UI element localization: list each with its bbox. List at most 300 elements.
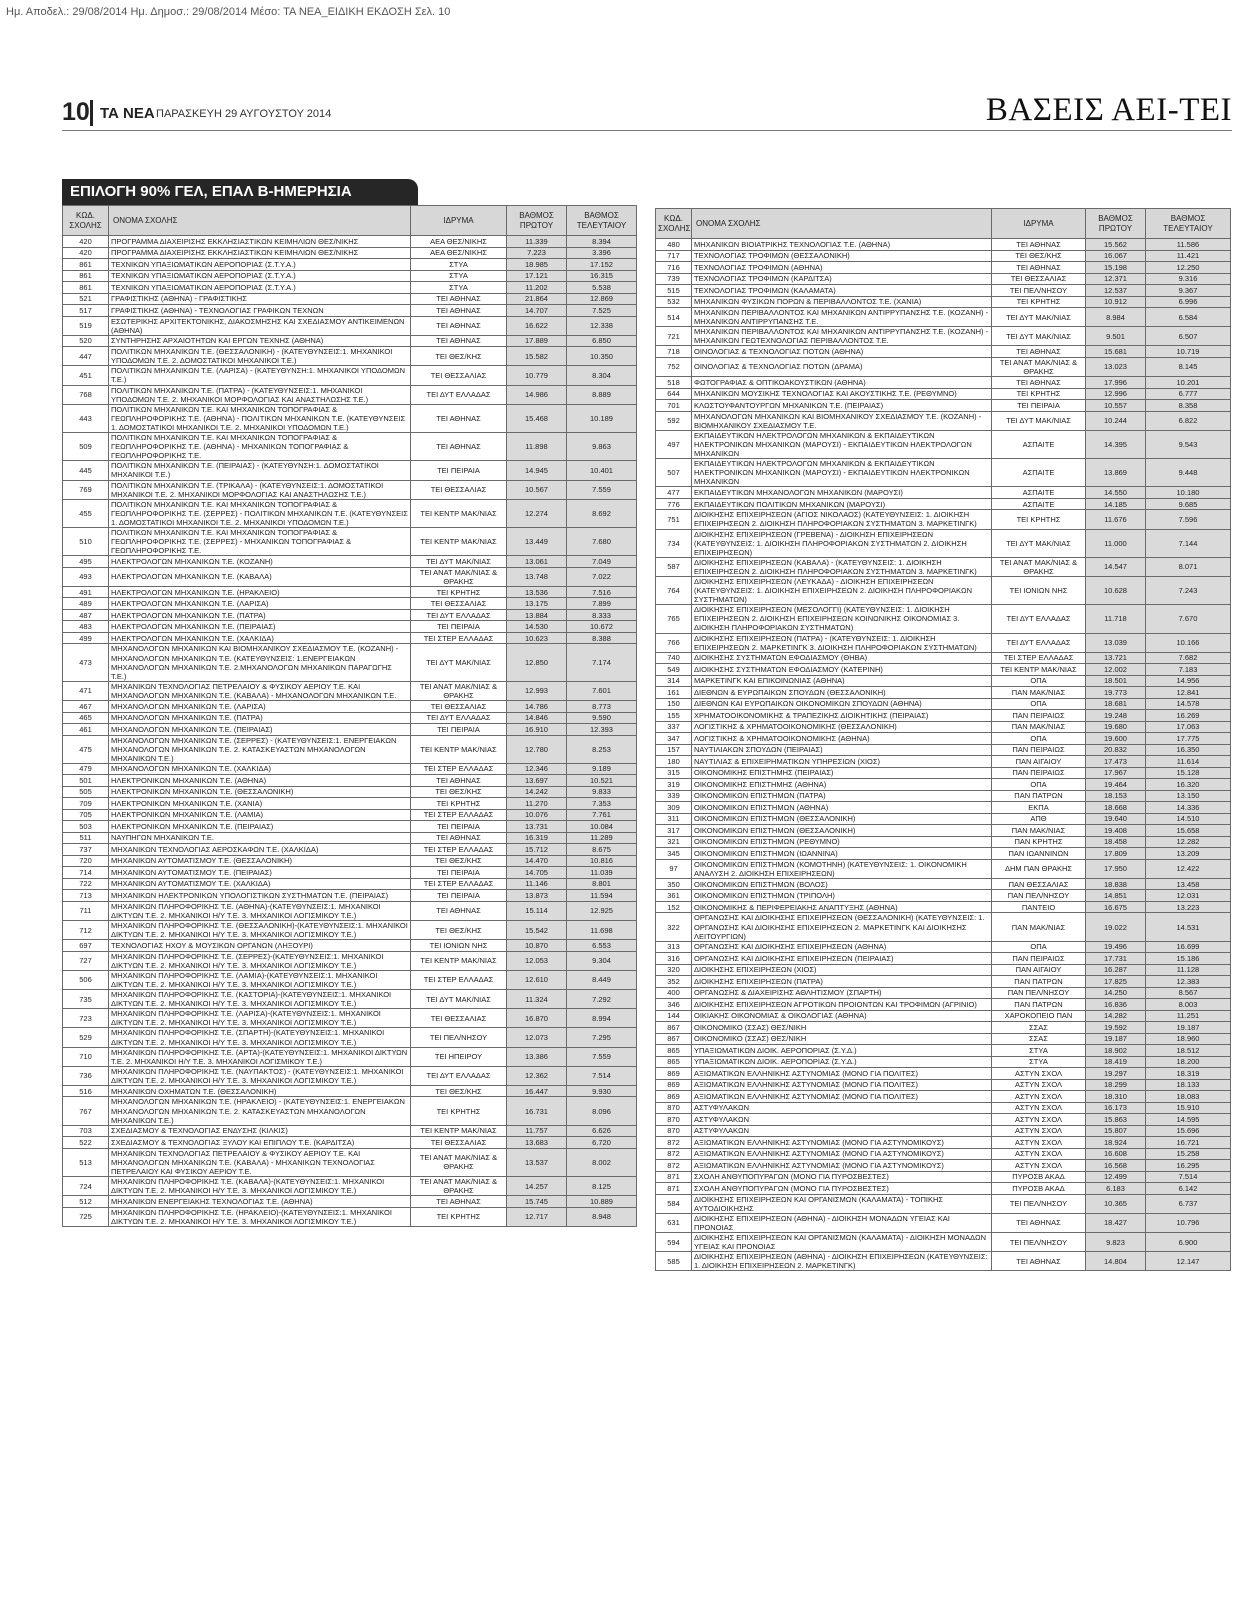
school-name: ΑΞΙΩΜΑΤΙΚΩΝ ΕΛΛΗΝΙΚΗΣ ΑΣΤΥΝΟΜΙΑΣ (ΜΟΝΟ ΓΙΑ ΠΟΛΙΤΕΣ) bbox=[692, 1068, 992, 1080]
table-row bbox=[656, 1114, 1231, 1126]
last-score: 7.144 bbox=[1146, 529, 1231, 557]
table-row bbox=[63, 855, 637, 867]
school-code: 717 bbox=[656, 250, 692, 262]
institution: ΤΕΙ ΠΕΛ/ΝΗΣΟΥ bbox=[992, 285, 1086, 297]
school-code: 705 bbox=[63, 809, 109, 821]
school-code: 321 bbox=[656, 836, 692, 848]
school-code: 506 bbox=[63, 970, 109, 989]
last-score: 12.250 bbox=[1146, 262, 1231, 274]
institution: ΤΕΙ ΔΥΤ ΕΛΛΑΔΑΣ bbox=[411, 1066, 507, 1085]
institution: ΤΕΙ ΚΕΝΤΡ ΜΑΚ/ΝΙΑΣ bbox=[411, 527, 507, 555]
table-row bbox=[656, 687, 1231, 699]
school-name: ΟΙΚΟΝΟΜΙΚΩΝ ΕΠΙΣΤΗΜΩΝ (ΡΕΘΥΜΝΟ) bbox=[692, 836, 992, 848]
table-row bbox=[63, 775, 637, 787]
school-name: ΜΗΧΑΝΙΚΩΝ ΑΥΤΟΜΑΤΙΣΜΟΥ Τ.Ε. (ΧΑΛΚΙΔΑ) bbox=[109, 878, 411, 890]
school-code: 480 bbox=[656, 239, 692, 251]
last-score: 7.514 bbox=[567, 1066, 637, 1085]
first-score: 19.496 bbox=[1086, 941, 1146, 953]
last-score: 9.930 bbox=[567, 1085, 637, 1097]
school-name: ΜΗΧΑΝΙΚΩΝ ΠΛΗΡΟΦΟΡΙΚΗΣ Τ.Ε. (ΗΡΑΚΛΕΙΟ)-(ΚΑΤΕΥΘΥΝΣΕΙΣ:1. ΜΗΧΑΝΙΚΟΙ ΔΙΚΤΥΩΝ Τ.Ε. 2. ΜΗΧΑΝΙΚΟΙ Η/Υ Τ.Ε. 3. ΜΗΧΑΝΙΚΟΙ ΛΟΓΙΣΜΙΚΟΥ Τ.Ε.) bbox=[109, 1207, 411, 1226]
table-row bbox=[656, 1010, 1231, 1022]
table-row bbox=[656, 744, 1231, 756]
school-code: 420 bbox=[63, 236, 109, 248]
institution: ΠΑΝ ΠΕΛ/ΝΗΣΟΥ bbox=[992, 987, 1086, 999]
table-row bbox=[63, 809, 637, 821]
last-score: 11.128 bbox=[1146, 964, 1231, 976]
last-score: 7.596 bbox=[1146, 510, 1231, 529]
school-code: 520 bbox=[63, 335, 109, 347]
first-score: 14.185 bbox=[1086, 498, 1146, 510]
table-row bbox=[63, 681, 637, 700]
institution: ΤΕΙ ΘΕΣ/ΚΗΣ bbox=[992, 250, 1086, 262]
school-code: 467 bbox=[63, 701, 109, 713]
last-score: 8.358 bbox=[1146, 400, 1231, 412]
table-row bbox=[656, 756, 1231, 768]
institution: ΤΕΙ ΑΘΗΝΑΣ bbox=[992, 377, 1086, 389]
first-score: 10.870 bbox=[507, 940, 567, 952]
institution: ΠΑΝ ΠΕΙΡΑΙΩΣ bbox=[992, 744, 1086, 756]
school-name: ΔΙΟΙΚΗΣΗΣ ΕΠΙΧΕΙΡΗΣΕΩΝ ΚΑΙ ΟΡΓΑΝΙΣΜΩΝ (ΚΑΛΑΜΑΤΑ) - ΤΟΠΙΚΗΣ ΑΥΤΟΔΙΟΙΚΗΣΗΣ bbox=[692, 1194, 992, 1213]
last-score: 10.672 bbox=[567, 621, 637, 633]
first-score: 10.779 bbox=[507, 366, 567, 385]
first-score: 11.270 bbox=[507, 798, 567, 810]
table-row bbox=[63, 499, 637, 527]
school-name: ΜΗΧΑΝΟΛΟΓΩΝ ΜΗΧΑΝΙΚΩΝ Τ.Ε. (ΠΑΤΡΑ) bbox=[109, 712, 411, 724]
last-score: 9.316 bbox=[1146, 273, 1231, 285]
table-row bbox=[656, 802, 1231, 814]
first-score: 12.610 bbox=[507, 970, 567, 989]
last-score: 8.071 bbox=[1146, 557, 1231, 576]
table-row bbox=[656, 357, 1231, 376]
institution: ΤΕΙ ΘΕΣΣΑΛΙΑΣ bbox=[992, 273, 1086, 285]
table-row bbox=[656, 767, 1231, 779]
last-score: 7.559 bbox=[567, 1047, 637, 1066]
school-code: 711 bbox=[63, 901, 109, 920]
institution: ΤΕΙ ΘΕΣ/ΚΗΣ bbox=[411, 347, 507, 366]
school-name: ΤΕΧΝΙΚΩΝ ΥΠΑΞΙΩΜΑΤΙΚΩΝ ΑΕΡΟΠΟΡΙΑΣ (Σ.Τ.Υ.Α.) bbox=[109, 259, 411, 271]
school-code: 718 bbox=[656, 346, 692, 358]
first-score: 10.244 bbox=[1086, 411, 1146, 430]
last-score: 11.251 bbox=[1146, 1010, 1231, 1022]
last-score: 9.685 bbox=[1146, 498, 1231, 510]
first-score: 11.000 bbox=[1086, 529, 1146, 557]
first-score: 13.023 bbox=[1086, 357, 1146, 376]
school-name: ΗΛΕΚΤΡΟΝΙΚΩΝ ΜΗΧΑΝΙΚΩΝ Τ.Ε. (ΛΑΜΙΑ) bbox=[109, 809, 411, 821]
school-code: 455 bbox=[63, 499, 109, 527]
school-name: ΟΙΚΟΝΟΜΙΚΩΝ ΕΠΙΣΤΗΜΩΝ (ΠΑΤΡΑ) bbox=[692, 790, 992, 802]
institution: ΤΕΙ ΣΤΕΡ ΕΛΛΑΔΑΣ bbox=[411, 970, 507, 989]
school-code: 701 bbox=[656, 400, 692, 412]
school-name: ΜΗΧΑΝΙΚΩΝ ΠΛΗΡΟΦΟΡΙΚΗΣ Τ.Ε. (ΑΘΗΝΑ)-(ΚΑΤΕΥΘΥΝΣΕΙΣ:1. ΜΗΧΑΝΙΚΟΙ ΔΙΚΤΥΩΝ Τ.Ε. 2. ΜΗΧΑΝΙΚΟΙ Η/Υ Τ.Ε. 3. ΜΗΧΑΝΙΚΟΙ ΛΟΓΙΣΜΙΚΟΥ Τ.Ε.) bbox=[109, 901, 411, 920]
last-score: 8.994 bbox=[567, 1009, 637, 1028]
last-score: 15.696 bbox=[1146, 1125, 1231, 1137]
last-score: 7.243 bbox=[1146, 576, 1231, 604]
institution: ΤΕΙ ΚΡΗΤΗΣ bbox=[411, 1207, 507, 1226]
school-code: 765 bbox=[656, 605, 692, 633]
institution: ΤΕΙ ΑΝΑΤ ΜΑΚ/ΝΙΑΣ & ΘΡΑΚΗΣ bbox=[411, 681, 507, 700]
institution: ΤΕΙ ΣΤΕΡ ΕΛΛΑΔΑΣ bbox=[411, 632, 507, 644]
institution: ΟΠΑ bbox=[992, 733, 1086, 745]
last-score: 15.658 bbox=[1146, 825, 1231, 837]
first-score: 14.804 bbox=[1086, 1252, 1146, 1271]
school-code: 491 bbox=[63, 586, 109, 598]
last-score: 8.003 bbox=[1146, 999, 1231, 1011]
first-score: 19.680 bbox=[1086, 721, 1146, 733]
first-score: 15.712 bbox=[507, 844, 567, 856]
admissions-table-left bbox=[62, 205, 637, 1227]
table-row bbox=[63, 1207, 637, 1226]
table-row bbox=[656, 675, 1231, 687]
school-code: 150 bbox=[656, 698, 692, 710]
first-score: 12.362 bbox=[507, 1066, 567, 1085]
institution: ΤΕΙ ΑΘΗΝΑΣ bbox=[992, 1213, 1086, 1232]
institution: ΤΕΙ ΑΘΗΝΑΣ bbox=[411, 404, 507, 432]
institution: ΑΣΠΑΙΤΕ bbox=[992, 498, 1086, 510]
table-row bbox=[63, 385, 637, 404]
table-row bbox=[63, 920, 637, 939]
first-score: 18.427 bbox=[1086, 1213, 1146, 1232]
first-score: 17.967 bbox=[1086, 767, 1146, 779]
school-name: ΠΟΛΙΤΙΚΩΝ ΜΗΧΑΝΙΚΩΝ Τ.Ε. ΚΑΙ ΜΗΧΑΝΙΚΩΝ ΤΟΠΟΓΡΑΦΙΑΣ & ΓΕΩΠΛΗΡΟΦΟΡΙΚΗΣ Τ.Ε. (ΑΘΗΝΑ) - ΜΗΧΑΝΙΚΩΝ ΤΟΠΟΓΡΑΦΙΑΣ & ΓΕΩΠΛΗΡΟΦΟΡΙΚΗΣ Τ.Ε. bbox=[109, 433, 411, 461]
last-score: 11.594 bbox=[567, 890, 637, 902]
institution: ΠΑΝ ΘΕΣΣΑΛΙΑΣ bbox=[992, 878, 1086, 890]
table-row bbox=[656, 327, 1231, 346]
school-code: 152 bbox=[656, 901, 692, 913]
school-code: 461 bbox=[63, 724, 109, 736]
table-row bbox=[656, 1102, 1231, 1114]
school-code: 493 bbox=[63, 567, 109, 586]
last-score: 16.721 bbox=[1146, 1137, 1231, 1149]
institution: ΠΑΝΤΕΙΟ bbox=[992, 901, 1086, 913]
school-name: ΔΙΕΘΝΩΝ ΚΑΙ ΕΥΡΩΠΑΙΚΩΝ ΟΙΚΟΝΟΜΙΚΩΝ ΣΠΟΥΔΩΝ (ΑΘΗΝΑ) bbox=[692, 698, 992, 710]
school-name: ΜΗΧΑΝΙΚΩΝ ΤΕΧΝΟΛΟΓΙΑΣ ΠΕΤΡΕΛΑΙΟΥ & ΦΥΣΙΚΟΥ ΑΕΡΙΟΥ Τ.Ε. ΚΑΙ ΜΗΧΑΝΟΛΟΓΩΝ ΜΗΧΑΝΙΚΩΝ Τ.Ε. (ΚΑΒΑΛΑ) - ΜΗΧΑΝΟΛΟΓΩΝ ΜΗΧΑΝΙΚΩΝ Τ.Ε. bbox=[109, 681, 411, 700]
school-name: ΝΑΥΤΙΛΙΑΚΩΝ ΣΠΟΥΔΩΝ (ΠΕΙΡΑΙΑΣ) bbox=[692, 744, 992, 756]
school-code: 549 bbox=[656, 664, 692, 676]
first-score: 14.786 bbox=[507, 701, 567, 713]
school-code: 346 bbox=[656, 999, 692, 1011]
table-body-right bbox=[656, 239, 1231, 1271]
institution: ΤΕΙ ΘΕΣΣΑΛΙΑΣ bbox=[411, 480, 507, 499]
last-score: 14.956 bbox=[1146, 675, 1231, 687]
institution: ΤΕΙ ΚΕΝΤΡ ΜΑΚ/ΝΙΑΣ bbox=[411, 735, 507, 763]
first-score: 10.557 bbox=[1086, 400, 1146, 412]
table-row bbox=[63, 735, 637, 763]
school-code: 483 bbox=[63, 621, 109, 633]
institution: ΤΕΙ ΠΕΙΡΑΙΑ bbox=[992, 400, 1086, 412]
last-score: 12.841 bbox=[1146, 687, 1231, 699]
institution: ΤΕΙ ΘΕΣΣΑΛΙΑΣ bbox=[411, 701, 507, 713]
school-name: ΟΙΚΟΝΟΜΙΚΗΣ ΕΠΙΣΤΗΜΗΣ (ΑΘΗΝΑ) bbox=[692, 779, 992, 791]
last-score: 6.584 bbox=[1146, 308, 1231, 327]
school-code: 752 bbox=[656, 357, 692, 376]
school-code: 420 bbox=[63, 247, 109, 259]
last-score: 12.031 bbox=[1146, 890, 1231, 902]
table-row bbox=[63, 433, 637, 461]
school-code: 499 bbox=[63, 632, 109, 644]
institution: ΠΑΝ ΑΙΓΑΙΟΥ bbox=[992, 964, 1086, 976]
school-name: ΤΕΧΝΙΚΩΝ ΥΠΑΞΙΩΜΑΤΙΚΩΝ ΑΕΡΟΠΟΡΙΑΣ (Σ.Τ.Υ.Α.) bbox=[109, 282, 411, 294]
school-code: 739 bbox=[656, 273, 692, 285]
last-score: 16.699 bbox=[1146, 941, 1231, 953]
first-score: 16.622 bbox=[507, 316, 567, 335]
institution: ΠΥΡΟΣΒ ΑΚΑΔ bbox=[992, 1183, 1086, 1195]
school-code: 161 bbox=[656, 687, 692, 699]
table-row bbox=[656, 377, 1231, 389]
last-score: 12.925 bbox=[567, 901, 637, 920]
institution: ΠΑΝ ΠΑΤΡΩΝ bbox=[992, 976, 1086, 988]
school-code: 724 bbox=[63, 1177, 109, 1196]
first-score: 15.198 bbox=[1086, 262, 1146, 274]
school-name: ΟΙΚΟΝΟΜΙΚΗΣ ΕΠΙΣΤΗΜΗΣ (ΠΕΙΡΑΙΑΣ) bbox=[692, 767, 992, 779]
school-code: 515 bbox=[656, 285, 692, 297]
school-name: ΗΛΕΚΤΡΟΝΙΚΩΝ ΜΗΧΑΝΙΚΩΝ Τ.Ε. (ΑΘΗΝΑ) bbox=[109, 775, 411, 787]
school-name: ΗΛΕΚΤΡΟΝΙΚΩΝ ΜΗΧΑΝΙΚΩΝ Τ.Ε. (ΠΕΙΡΑΙΑΣ) bbox=[109, 821, 411, 833]
table-row bbox=[656, 633, 1231, 652]
school-name: ΗΛΕΚΤΡΟΛΟΓΩΝ ΜΗΧΑΝΙΚΩΝ Τ.Ε. (ΚΟΖΑΝΗ) bbox=[109, 556, 411, 568]
table-header-row bbox=[63, 206, 637, 236]
table-row bbox=[656, 941, 1231, 953]
institution: ΤΕΙ ΠΕΙΡΑΙΑ bbox=[411, 821, 507, 833]
first-score: 12.996 bbox=[1086, 388, 1146, 400]
first-score: 17.950 bbox=[1086, 859, 1146, 878]
school-name: ΛΟΓΙΣΤΙΚΗΣ & ΧΡΗΜΑΤΟΟΙΚΟΝΟΜΙΚΗΣ (ΘΕΣΣΑΛΟΝΙΚΗ) bbox=[692, 721, 992, 733]
table-row bbox=[656, 779, 1231, 791]
school-name: ΑΞΙΩΜΑΤΙΚΩΝ ΕΛΛΗΝΙΚΗΣ ΑΣΤΥΝΟΜΙΑΣ (ΜΟΝΟ ΓΙΑ ΠΟΛΙΤΕΣ) bbox=[692, 1079, 992, 1091]
table-row bbox=[656, 901, 1231, 913]
table-body-left bbox=[63, 236, 637, 1227]
school-name: ΓΡΑΦΙΣΤΙΚΗΣ (ΑΘΗΝΑ) - ΓΡΑΦΙΣΤΙΚΗΣ bbox=[109, 293, 411, 305]
school-code: 869 bbox=[656, 1068, 692, 1080]
first-score: 18.458 bbox=[1086, 836, 1146, 848]
school-name: ΜΗΧΑΝΙΚΩΝ ΠΛΗΡΟΦΟΡΙΚΗΣ Τ.Ε. (ΝΑΥΠΑΚΤΟΣ) - (ΚΑΤΕΥΘΥΝΣΕΙΣ:1. ΜΗΧΑΝΙΚΟΙ ΔΙΚΤΥΩΝ Τ.Ε. 2. ΜΗΧΑΝΙΚΟΙ Η/Υ Τ.Ε. 3. ΜΗΧΑΝΙΚΟΙ ΛΟΓΙΣΜΙΚΟΥ Τ.Ε.) bbox=[109, 1066, 411, 1085]
first-score: 13.731 bbox=[507, 821, 567, 833]
institution: ΤΕΙ ΔΥΤ ΜΑΚ/ΝΙΑΣ bbox=[411, 644, 507, 681]
school-code: 870 bbox=[656, 1114, 692, 1126]
school-name: ΜΗΧΑΝΙΚΩΝ ΑΥΤΟΜΑΤΙΣΜΟΥ Τ.Ε. (ΘΕΣΣΑΛΟΝΙΚΗ) bbox=[109, 855, 411, 867]
last-score: 15.128 bbox=[1146, 767, 1231, 779]
school-name: ΤΕΧΝΟΛΟΓΙΑΣ ΤΡΟΦΙΜΩΝ (ΘΕΣΣΑΛΟΝΙΚΗ) bbox=[692, 250, 992, 262]
institution: ΤΕΙ ΔΥΤ ΜΑΚ/ΝΙΑΣ bbox=[992, 411, 1086, 430]
table-row bbox=[63, 556, 637, 568]
first-score: 18.299 bbox=[1086, 1079, 1146, 1091]
section-title: ΒΑΣΕΙΣ ΑΕΙ-ΤΕΙ bbox=[985, 92, 1232, 128]
last-score: 15.910 bbox=[1146, 1102, 1231, 1114]
table-row bbox=[63, 1177, 637, 1196]
school-code: 722 bbox=[63, 878, 109, 890]
last-score: 16.320 bbox=[1146, 779, 1231, 791]
last-score: 8.125 bbox=[567, 1177, 637, 1196]
institution: ΤΕΙ ΣΤΕΡ ΕΛΛΑΔΑΣ bbox=[411, 844, 507, 856]
school-code: 712 bbox=[63, 920, 109, 939]
first-score: 19.187 bbox=[1086, 1033, 1146, 1045]
first-score: 19.464 bbox=[1086, 779, 1146, 791]
table-row bbox=[63, 461, 637, 480]
header-institution: ΙΔΡΥΜΑ bbox=[992, 209, 1086, 239]
first-score: 14.550 bbox=[1086, 487, 1146, 499]
institution: ΤΕΙ ΔΥΤ ΜΑΚ/ΝΙΑΣ bbox=[411, 556, 507, 568]
last-score: 8.773 bbox=[567, 701, 637, 713]
institution: ΤΕΙ ΚΡΗΤΗΣ bbox=[411, 1097, 507, 1125]
last-score: 10.816 bbox=[567, 855, 637, 867]
last-score: 14.531 bbox=[1146, 913, 1231, 941]
first-score: 13.683 bbox=[507, 1137, 567, 1149]
first-score: 16.608 bbox=[1086, 1148, 1146, 1160]
table-row bbox=[63, 282, 637, 294]
publication-date: ΠΑΡΑΣΚΕΥΗ 29 ΑΥΓΟΥΣΤΟΥ 2014 bbox=[156, 108, 332, 120]
first-score: 13.884 bbox=[507, 609, 567, 621]
header-last-score: ΒΑΘΜΟΣ ΤΕΛΕΥΤΑΙΟΥ bbox=[567, 206, 637, 236]
table-row bbox=[656, 999, 1231, 1011]
first-score: 13.039 bbox=[1086, 633, 1146, 652]
last-score: 11.421 bbox=[1146, 250, 1231, 262]
school-code: 309 bbox=[656, 802, 692, 814]
school-name: ΜΗΧΑΝΙΚΩΝ ΦΥΣΙΚΩΝ ΠΟΡΩΝ & ΠΕΡΙΒΑΛΛΟΝΤΟΣ Τ.Ε. (ΧΑΝΙΑ) bbox=[692, 296, 992, 308]
first-score: 14.851 bbox=[1086, 890, 1146, 902]
table-row bbox=[656, 250, 1231, 262]
first-score: 10.912 bbox=[1086, 296, 1146, 308]
school-name: ΟΙΚΙΑΚΗΣ ΟΙΚΟΝΟΜΙΑΣ & ΟΙΚΟΛΟΓΙΑΣ (ΑΘΗΝΑ) bbox=[692, 1010, 992, 1022]
school-code: 697 bbox=[63, 940, 109, 952]
school-name: ΜΗΧΑΝΟΛΟΓΩΝ ΜΗΧΑΝΙΚΩΝ Τ.Ε. (ΣΕΡΡΕΣ) - (ΚΑΤΕΥΘΥΝΣΕΙΣ:1. ΕΝΕΡΓΕΙΑΚΩΝ ΜΗΧΑΝΟΛΟΓΩΝ ΜΗΧΑΝΙΚΩΝ Τ.Ε. 2. ΚΑΤΑΣΚΕΥΑΣΤΩΝ ΜΗΧΑΝΟΛΟΓΩΝ ΜΗΧΑΝΙΚΩΝ Τ.Ε.) bbox=[109, 735, 411, 763]
institution: ΤΕΙ ΣΤΕΡ ΕΛΛΑΔΑΣ bbox=[992, 652, 1086, 664]
school-code: 737 bbox=[63, 844, 109, 856]
last-score: 6.142 bbox=[1146, 1183, 1231, 1195]
school-name: ΤΕΧΝΟΛΟΓΙΑΣ ΗΧΟΥ & ΜΟΥΣΙΚΩΝ ΟΡΓΑΝΩΝ (ΛΗΞΟΥΡΙ) bbox=[109, 940, 411, 952]
school-name: ΔΙΟΙΚΗΣΗΣ ΣΥΣΤΗΜΑΤΩΝ ΕΦΟΔΙΑΣΜΟΥ (ΘΗΒΑ) bbox=[692, 652, 992, 664]
first-score: 12.537 bbox=[1086, 285, 1146, 297]
school-code: 337 bbox=[656, 721, 692, 733]
school-code: 532 bbox=[656, 296, 692, 308]
newspaper-name: ΤΑ ΝΕΑ bbox=[100, 105, 155, 122]
school-code: 319 bbox=[656, 779, 692, 791]
school-code: 872 bbox=[656, 1148, 692, 1160]
school-name: ΤΕΧΝΟΛΟΓΙΑΣ ΤΡΟΦΙΜΩΝ (ΑΘΗΝΑ) bbox=[692, 262, 992, 274]
first-score: 19.408 bbox=[1086, 825, 1146, 837]
school-code: 594 bbox=[656, 1233, 692, 1252]
first-score: 16.675 bbox=[1086, 901, 1146, 913]
last-score: 11.039 bbox=[567, 867, 637, 879]
school-code: 723 bbox=[63, 1009, 109, 1028]
institution: ΑΣΠΑΙΤΕ bbox=[992, 459, 1086, 487]
last-score: 13.209 bbox=[1146, 848, 1231, 860]
table-row bbox=[656, 308, 1231, 327]
first-score: 13.869 bbox=[1086, 459, 1146, 487]
table-row bbox=[656, 813, 1231, 825]
first-score: 18.681 bbox=[1086, 698, 1146, 710]
institution: ΤΕΙ ΣΤΕΡ ΕΛΛΑΔΑΣ bbox=[411, 878, 507, 890]
institution: ΣΤΥΑ bbox=[411, 282, 507, 294]
last-score: 7.295 bbox=[567, 1028, 637, 1047]
first-score: 17.825 bbox=[1086, 976, 1146, 988]
school-code: 400 bbox=[656, 987, 692, 999]
school-name: ΧΡΗΜΑΤΟΟΙΚΟΝΟΜΙΚΗΣ & ΤΡΑΠΕΖΙΚΗΣ ΔΙΟΙΚΗΤΙΚΗΣ (ΠΕΙΡΑΙΑΣ) bbox=[692, 710, 992, 722]
school-name: ΜΗΧΑΝΟΛΟΓΩΝ ΜΗΧΑΝΙΚΩΝ Τ.Ε. (ΗΡΑΚΛΕΙΟ) - (ΚΑΤΕΥΘΥΝΣΕΙΣ:1. ΕΝΕΡΓΕΙΑΚΩΝ ΜΗΧΑΝΟΛΟΓΩΝ ΜΗΧΑΝΙΚΩΝ Τ.Ε. 2. ΚΑΤΑΣΚΕΥΑΣΤΩΝ ΜΗΧΑΝΟΛΟΓΩΝ ΜΗΧΑΝΙΚΩΝ Τ.Ε.) bbox=[109, 1097, 411, 1125]
school-code: 345 bbox=[656, 848, 692, 860]
first-score: 13.449 bbox=[507, 527, 567, 555]
last-score: 8.145 bbox=[1146, 357, 1231, 376]
last-score: 11.614 bbox=[1146, 756, 1231, 768]
last-score: 7.899 bbox=[567, 598, 637, 610]
school-code: 155 bbox=[656, 710, 692, 722]
first-score: 21.864 bbox=[507, 293, 567, 305]
school-code: 311 bbox=[656, 813, 692, 825]
school-code: 751 bbox=[656, 510, 692, 529]
institution: ΤΕΙ ΑΘΗΝΑΣ bbox=[411, 293, 507, 305]
last-score: 8.304 bbox=[567, 366, 637, 385]
school-code: 716 bbox=[656, 262, 692, 274]
school-name: ΔΙΟΙΚΗΣΗΣ ΕΠΙΧΕΙΡΗΣΕΩΝ (ΠΑΤΡΑ) bbox=[692, 976, 992, 988]
school-code: 776 bbox=[656, 498, 692, 510]
institution: ΠΑΝ ΜΑΚ/ΝΙΑΣ bbox=[992, 687, 1086, 699]
first-score: 10.365 bbox=[1086, 1194, 1146, 1213]
first-score: 16.319 bbox=[507, 832, 567, 844]
table-row bbox=[656, 1183, 1231, 1195]
table-row bbox=[63, 598, 637, 610]
table-row bbox=[63, 1028, 637, 1047]
first-score: 15.468 bbox=[507, 404, 567, 432]
school-code: 865 bbox=[656, 1045, 692, 1057]
last-score: 8.253 bbox=[567, 735, 637, 763]
table-row bbox=[656, 836, 1231, 848]
first-score: 12.993 bbox=[507, 681, 567, 700]
institution: ΤΕΙ ΔΥΤ ΜΑΚ/ΝΙΑΣ bbox=[992, 327, 1086, 346]
school-name: ΜΗΧΑΝΟΛΟΓΩΝ ΜΗΧΑΝΙΚΩΝ ΚΑΙ ΒΙΟΜΗΧΑΝΙΚΟΥ ΣΧΕΔΙΑΣΜΟΥ Τ.Ε. (ΚΟΖΑΝΗ) - ΜΗΧΑΝΟΛΟΓΩΝ ΜΗΧΑΝΙΚΩΝ Τ.Ε. (ΚΑΤΕΥΘΥΝΣΕΙΣ: 1.ΕΝΕΡΓΕΙΑΚΩΝ ΜΗΧΑΝΟΛΟΓΩΝ ΜΗΧΑΝΙΚΩΝ Τ.Ε. 2.ΜΗΧΑΝΟΛΟΓΩΝ ΜΗΧΑΝΙΚΩΝ ΠΑΡΑΓΩΓΗΣ Τ.Ε.) bbox=[109, 644, 411, 681]
school-code: 510 bbox=[63, 527, 109, 555]
first-score: 12.274 bbox=[507, 499, 567, 527]
school-code: 347 bbox=[656, 733, 692, 745]
school-code: 861 bbox=[63, 270, 109, 282]
first-score: 14.945 bbox=[507, 461, 567, 480]
table-row bbox=[656, 652, 1231, 664]
school-name: ΗΛΕΚΤΡΟΛΟΓΩΝ ΜΗΧΑΝΙΚΩΝ Τ.Ε. (ΛΑΡΙΣΑ) bbox=[109, 598, 411, 610]
school-name: ΔΙΟΙΚΗΣΗΣ ΕΠΙΧΕΙΡΗΣΕΩΝ ΚΑΙ ΟΡΓΑΝΙΣΜΩΝ (ΚΑΛΑΜΑΤΑ) - ΔΙΟΙΚΗΣΗ ΜΟΝΑΔΩΝ ΥΓΕΙΑΣ ΚΑΙ ΠΡΟΝΟΙΑΣ bbox=[692, 1233, 992, 1252]
school-code: 350 bbox=[656, 878, 692, 890]
institution: ΠΑΝ ΠΕΙΡΑΙΩΣ bbox=[992, 767, 1086, 779]
header-code: ΚΩΔ. ΣΧΟΛΗΣ bbox=[656, 209, 692, 239]
school-name: ΔΙΟΙΚΗΣΗΣ ΕΠΙΧΕΙΡΗΣΕΩΝ (ΠΑΤΡΑ) - (ΚΑΤΕΥΘΥΝΣΕΙΣ: 1. ΔΙΟΙΚΗΣΗ ΕΠΙΧΕΙΡΗΣΕΩΝ 2. ΜΑΡΚΕΤΙΝΓΚ 3. ΔΙΟΙΚΗΣΗ ΠΛΗΡΟΦΟΡΙΑΚΩΝ ΣΥΣΤΗΜΑΤΩΝ) bbox=[692, 633, 992, 652]
first-score: 14.395 bbox=[1086, 430, 1146, 458]
table-row bbox=[63, 763, 637, 775]
school-code: 497 bbox=[656, 430, 692, 458]
first-score: 14.530 bbox=[507, 621, 567, 633]
school-code: 514 bbox=[656, 308, 692, 327]
school-code: 769 bbox=[63, 480, 109, 499]
school-name: ΤΕΧΝΟΛΟΓΙΑΣ ΤΡΟΦΙΜΩΝ (ΚΑΡΔΙΤΣΑ) bbox=[692, 273, 992, 285]
school-name: ΔΙΕΘΝΩΝ & ΕΥΡΩΠΑΙΚΩΝ ΣΠΟΥΔΩΝ (ΘΕΣΣΑΛΟΝΙΚΗ) bbox=[692, 687, 992, 699]
school-name: ΠΟΛΙΤΙΚΩΝ ΜΗΧΑΝΙΚΩΝ Τ.Ε. ΚΑΙ ΜΗΧΑΝΙΚΩΝ ΤΟΠΟΓΡΑΦΙΑΣ & ΓΕΩΠΛΗΡΟΦΟΡΙΚΗΣ Τ.Ε. (ΣΕΡΡΕΣ) - ΠΟΛΙΤΙΚΩΝ ΜΗΧΑΝΙΚΩΝ Τ.Ε. (ΚΑΤΕΥΘΥΝΣΕΙΣ 1. ΔΟΜΟΣΤΑΤΙΚΟΙ ΜΗΧΑΝΙΚΟΙ Τ.Ε. 2. ΜΗΧΑΝΙΚΟΙ ΥΠΟΔΟΜΩΝ Τ.Ε.) bbox=[109, 499, 411, 527]
school-code: 361 bbox=[656, 890, 692, 902]
first-score: 15.745 bbox=[507, 1196, 567, 1208]
institution: ΑΣΤΥΝ ΣΧΟΛ bbox=[992, 1079, 1086, 1091]
last-score: 7.174 bbox=[567, 644, 637, 681]
table-row bbox=[63, 832, 637, 844]
table-row bbox=[63, 527, 637, 555]
school-name: ΟΡΓΑΝΩΣΗΣ ΚΑΙ ΔΙΟΙΚΗΣΗΣ ΕΠΙΧΕΙΡΗΣΕΩΝ (ΘΕΣΣΑΛΟΝΙΚΗ) (ΚΑΤΕΥΘΥΝΣΕΙΣ: 1. ΟΡΓΑΝΩΣΗΣ ΚΑΙ ΔΙΟΙΚΗΣΗΣ ΕΠΙΧΕΙΡΗΣΕΩΝ 2. ΜΑΡΚΕΤΙΝΓΚ ΚΑΙ ΔΙΟΙΚΗΣΗΣ ΛΕΙΤΟΥΡΓΙΩΝ) bbox=[692, 913, 992, 941]
school-name: ΗΛΕΚΤΡΟΛΟΓΩΝ ΜΗΧΑΝΙΚΩΝ Τ.Ε. (ΠΕΙΡΑΙΑΣ) bbox=[109, 621, 411, 633]
school-code: 314 bbox=[656, 675, 692, 687]
school-code: 735 bbox=[63, 990, 109, 1009]
table-row bbox=[63, 347, 637, 366]
table-row bbox=[63, 821, 637, 833]
table-row bbox=[656, 1160, 1231, 1172]
school-code: 317 bbox=[656, 825, 692, 837]
header-separator bbox=[90, 100, 93, 126]
first-score: 17.731 bbox=[1086, 953, 1146, 965]
table-row bbox=[656, 1033, 1231, 1045]
first-score: 13.697 bbox=[507, 775, 567, 787]
first-score: 15.681 bbox=[1086, 346, 1146, 358]
institution: ΤΕΙ ΑΝΑΤ ΜΑΚ/ΝΙΑΣ & ΘΡΑΚΗΣ bbox=[992, 557, 1086, 576]
